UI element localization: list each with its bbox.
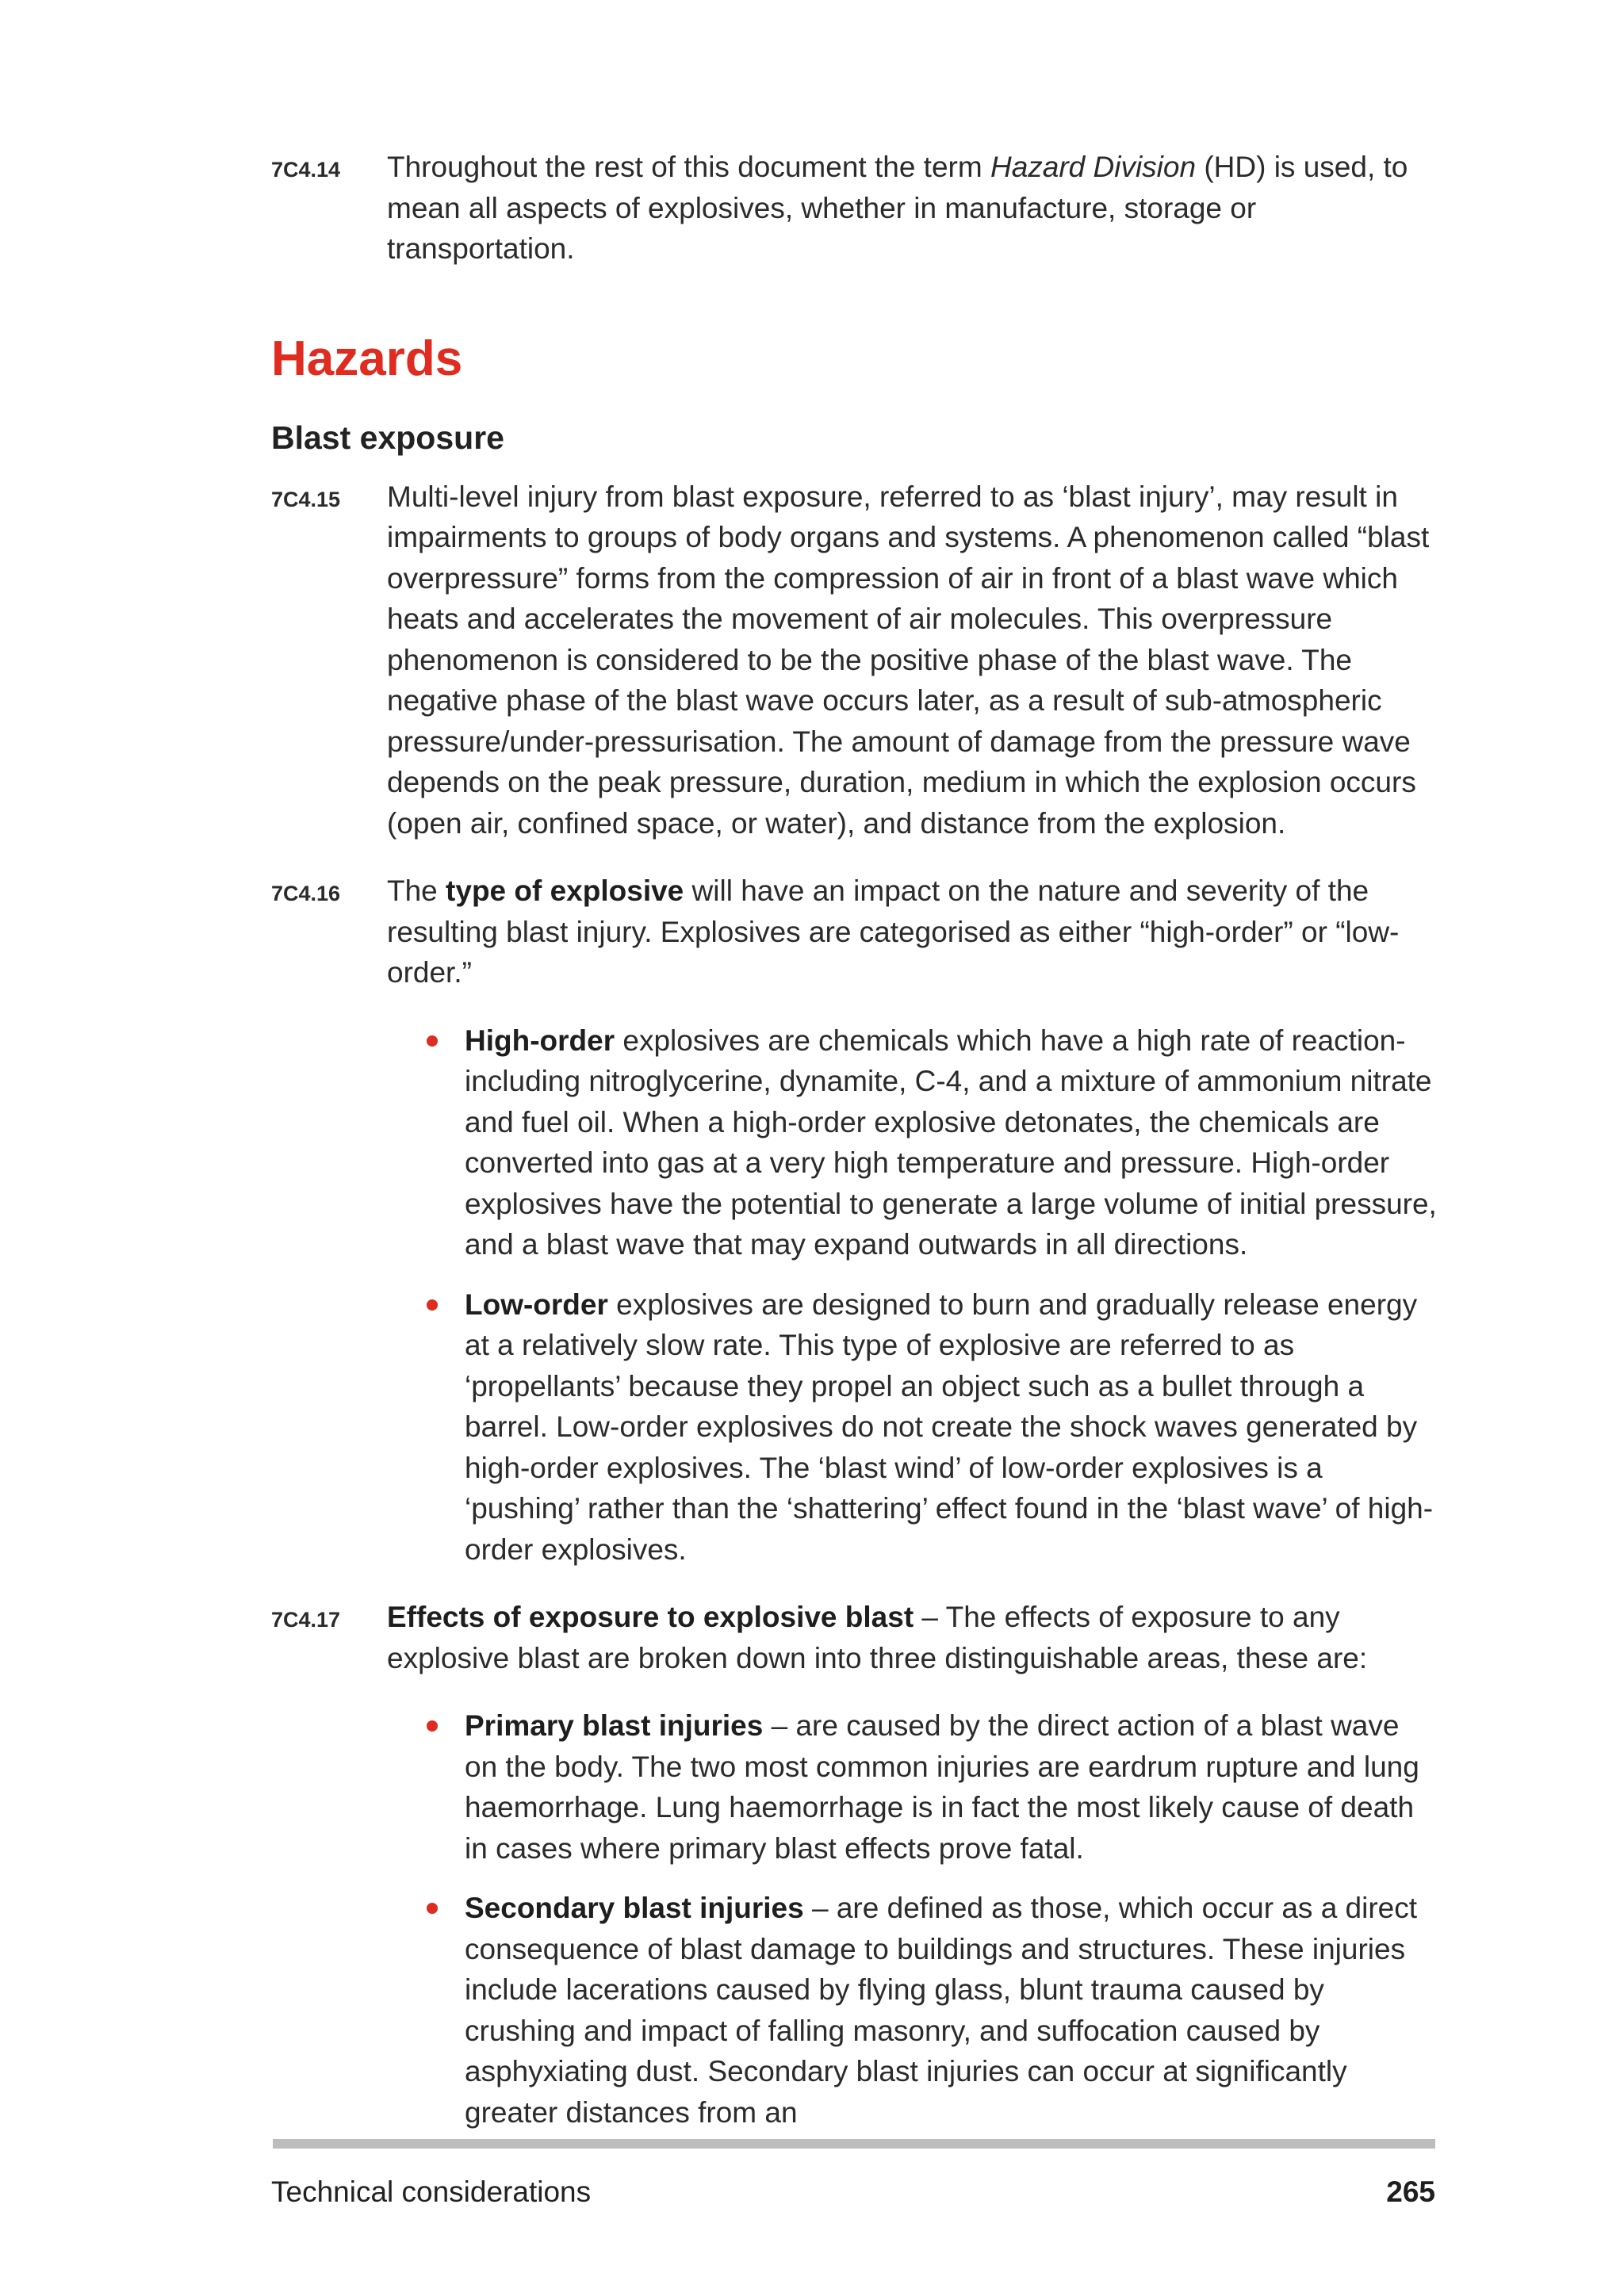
footer-section-title: Technical considerations bbox=[271, 2175, 592, 2208]
hazard-division-term: Hazard Division bbox=[990, 151, 1197, 183]
footer-divider bbox=[273, 2139, 1435, 2149]
paragraph-text: The type of explosive will have an impact on the nature and severity of the resulting blast injury. Explosives are categorised as either “high-order” or “low-order.” bbox=[387, 874, 1400, 989]
paragraph-text: Multi-level injury from blast exposure, referred to as ‘blast injury’, may result in impairments to groups of body organs and systems. A phenomenon called “blast overpressure” forms from the compression of air in front of a blast wave which heats and accelerates the movement of air molecules. This overpressure phenomenon is considered to be the positive phase of the blast wave. The negative phase of the blast wave occurs later, as a result of sub-atmospheric pressure/under-pressurisation. The amount of damage from the pressure wave depends on the peak pressure, duration, medium in which the explosion occurs (open air, confined space, or water), and distance from the explosion. bbox=[387, 480, 1430, 840]
list-item-secondary-blast: Secondary blast injuries – are defined as those, which occur as a direct consequence of blast damage to buildings and structures. These injuries include lacerations caused by flying glass, blunt trauma caused by crushing and impact of falling masonry, and suffocation caused by asphyxiating dust. Secondary blast injuries can occur at significantly greater distances from an bbox=[425, 1888, 1437, 2133]
bullet-dot-icon bbox=[427, 1903, 438, 1914]
paragraph-number: 7C4.17 bbox=[271, 1608, 341, 1632]
list-item-primary-blast: Primary blast injuries – are caused by the direct action of a blast wave on the body. The two most common injuries are eardrum rupture and lung haemorrhage. Lung haemorrhage is in fact the most likely cause of death in cases where primary blast effects prove fatal. bbox=[425, 1705, 1437, 1869]
bullet-dot-icon bbox=[427, 1035, 438, 1047]
list-item-high-order: High-order explosives are chemicals which have a high rate of reaction-including nitroglycerine, dynamite, C-4, and a mixture of ammonium nitrate and fuel oil. When a high-order explosive detonates, the chemicals are converted into gas at a very high temperature and pressure. High-order explosives have the potential to generate a large volume of initial pressure, and a blast wave that may expand outwards in all directions. bbox=[425, 1020, 1437, 1265]
bullet-dot-icon bbox=[427, 1720, 438, 1732]
paragraph-text: Effects of exposure to explosive blast – The effects of exposure to any explosive blast are broken down into three distinguishable areas, these are: bbox=[387, 1601, 1368, 1674]
paragraph-text: Throughout the rest of this document the term Hazard Division (HD) is used, to mean all aspects of explosives, whether in manufacture, storage or transportation. bbox=[387, 151, 1408, 265]
explosive-types-list bbox=[271, 1020, 1437, 1571]
page-content bbox=[271, 147, 1437, 2133]
paragraph-7c4-14 bbox=[271, 147, 1437, 270]
paragraph-number: 7C4.15 bbox=[271, 487, 341, 511]
bullet-dot-icon bbox=[427, 1299, 438, 1311]
section-heading-hazards: Hazards bbox=[271, 331, 463, 386]
list-item-low-order: Low-order explosives are designed to burn and gradually release energy at a relatively slow rate. This type of explosive are referred to as ‘propellants’ because they propel an object such as a bullet through a barrel. Low-order explosives do not create the shock waves generated by high-order explosives. The ‘blast wind’ of low-order explosives is a ‘pushing’ rather than the ‘shattering’ effect found in the ‘blast wave’ of high-order explosives. bbox=[425, 1284, 1437, 1571]
paragraph-7c4-17 bbox=[271, 1597, 1437, 1678]
blast-injuries-list bbox=[271, 1705, 1437, 2133]
subheading-blast-exposure: Blast exposure bbox=[271, 419, 504, 456]
page-number: 265 bbox=[1386, 2175, 1435, 2208]
paragraph-7c4-15 bbox=[271, 476, 1437, 844]
paragraph-number: 7C4.14 bbox=[271, 158, 341, 182]
paragraph-7c4-16 bbox=[271, 871, 1437, 993]
paragraph-number: 7C4.16 bbox=[271, 882, 341, 905]
